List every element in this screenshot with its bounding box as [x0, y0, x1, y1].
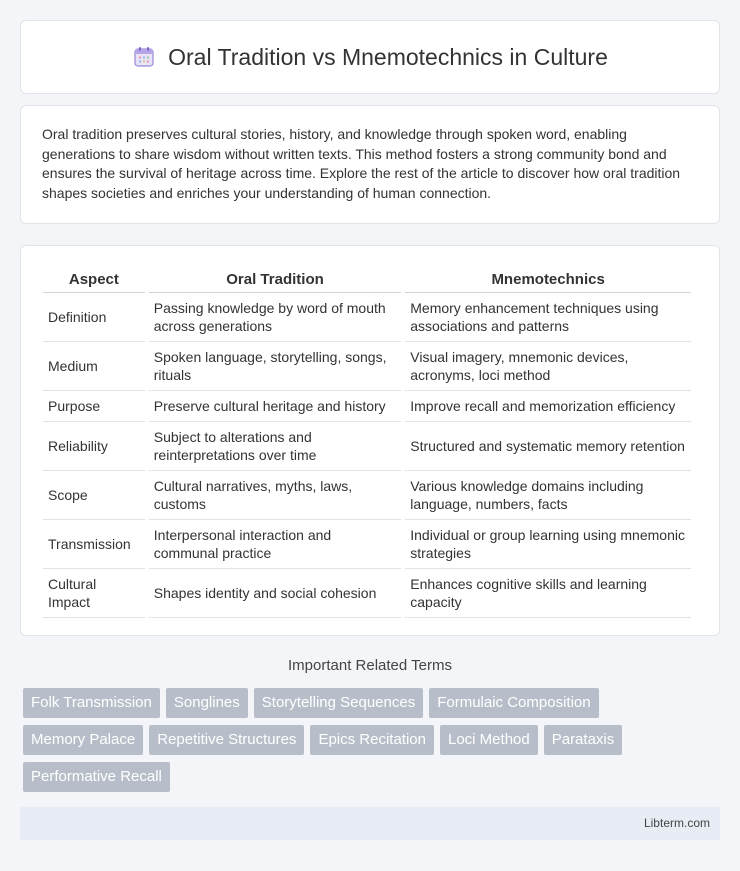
tag-repetitive-structures[interactable]: Repetitive Structures: [149, 725, 304, 755]
row-mnemo: Improve recall and memorization efficiency: [405, 391, 691, 422]
table-row: [43, 520, 691, 569]
row-oral: Shapes identity and social cohesion: [149, 569, 401, 618]
table-row: [43, 342, 691, 391]
comparison-table: [39, 267, 695, 618]
header-aspect: Aspect: [43, 267, 145, 293]
page-title: Oral Tradition vs Mnemotechnics in Culture: [168, 43, 608, 70]
tag-loci-method[interactable]: Loci Method: [440, 725, 538, 755]
row-mnemo: Various knowledge domains including language, numbers, facts: [405, 471, 691, 520]
footer-site-link[interactable]: Libterm.com: [643, 816, 710, 830]
related-terms-title: Important Related Terms: [288, 657, 452, 674]
row-oral: Passing knowledge by word of mouth across generations: [149, 293, 401, 342]
header-oral-tradition: Oral Tradition: [149, 267, 401, 293]
tag-performative-recall[interactable]: Performative Recall: [23, 762, 170, 792]
table-row: [43, 293, 691, 342]
related-terms-list: [23, 688, 723, 792]
row-mnemo: Structured and systematic memory retention: [405, 422, 691, 471]
row-aspect: Definition: [43, 293, 145, 342]
table-row: [43, 422, 691, 471]
row-mnemo: Memory enhancement techniques using associations and patterns: [405, 293, 691, 342]
row-aspect: Reliability: [43, 422, 145, 471]
row-oral: Subject to alterations and reinterpretations over time: [149, 422, 401, 471]
comparison-card: [20, 245, 720, 636]
tag-songlines[interactable]: Songlines: [166, 688, 248, 718]
header-mnemotechnics: Mnemotechnics: [405, 267, 691, 293]
row-aspect: Medium: [43, 342, 145, 391]
row-aspect: Cultural Impact: [43, 569, 145, 618]
table-row: [43, 569, 691, 618]
row-oral: Cultural narratives, myths, laws, customs: [149, 471, 401, 520]
tag-parataxis[interactable]: Parataxis: [544, 725, 623, 755]
row-oral: Interpersonal interaction and communal practice: [149, 520, 401, 569]
tag-storytelling-sequences[interactable]: Storytelling Sequences: [254, 688, 423, 718]
calendar-icon: [132, 45, 156, 69]
table-row: [43, 471, 691, 520]
row-mnemo: Visual imagery, mnemonic devices, acronyms, loci method: [405, 342, 691, 391]
intro-card: [20, 105, 720, 224]
tag-epics-recitation[interactable]: Epics Recitation: [310, 725, 434, 755]
row-mnemo: Individual or group learning using mnemonic strategies: [405, 520, 691, 569]
tag-memory-palace[interactable]: Memory Palace: [23, 725, 143, 755]
footer: [20, 807, 720, 840]
tag-formulaic-composition[interactable]: Formulaic Composition: [429, 688, 598, 718]
row-aspect: Scope: [43, 471, 145, 520]
row-mnemo: Enhances cognitive skills and learning capacity: [405, 569, 691, 618]
row-oral: Preserve cultural heritage and history: [149, 391, 401, 422]
row-oral: Spoken language, storytelling, songs, rituals: [149, 342, 401, 391]
tag-folk-transmission[interactable]: Folk Transmission: [23, 688, 160, 718]
row-aspect: Transmission: [43, 520, 145, 569]
row-aspect: Purpose: [43, 391, 145, 422]
title-card: [20, 20, 720, 94]
table-row: [43, 391, 691, 422]
intro-text: Oral tradition preserves cultural stories, history, and knowledge through spoken word, enabling generations to share wisdom without written texts. This method fosters a strong community bond and ensures the survival of heritage across time. Explore the rest of the article to discover how oral tradition shapes societies and enriches your understanding of human connection.: [42, 126, 681, 201]
table-header-row: [43, 267, 691, 293]
